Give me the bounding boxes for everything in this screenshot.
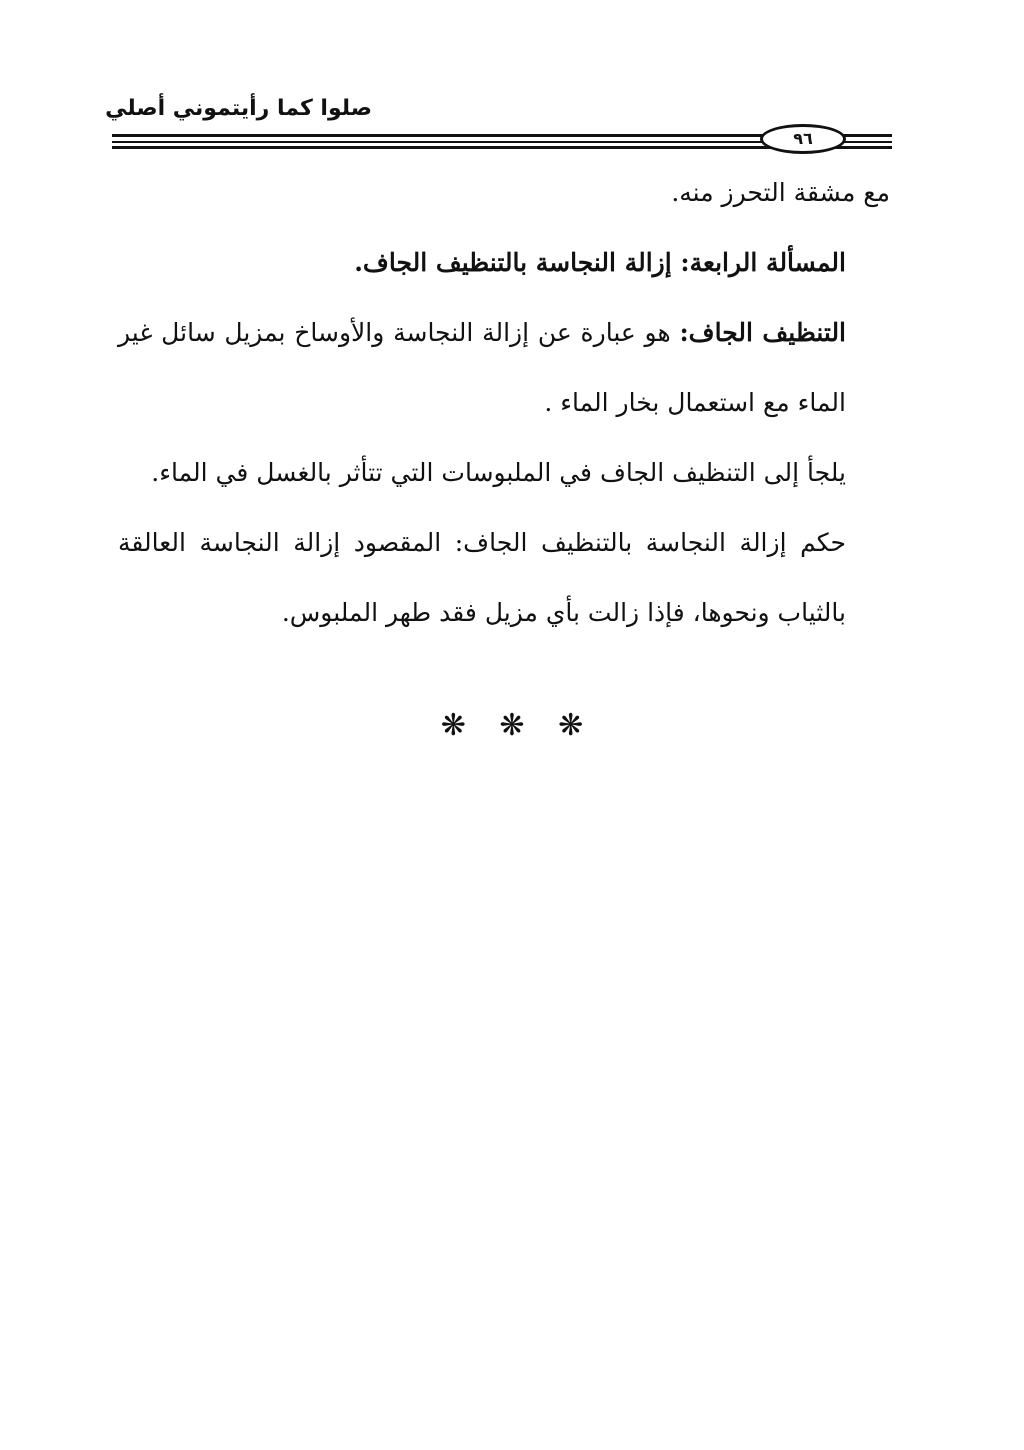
asterisk-flower-icon: ❋ (440, 708, 466, 743)
asterisk-flower-icon: ❋ (558, 708, 584, 743)
paragraph-ruling: حكم إزالة النجاسة بالتنظيف الجاف: المقصود إزالة النجاسة العالقة بالثياب ونحوها، فإذا زالت بأي مزيل فقد طهر الملبوس. (118, 528, 846, 627)
section-end-ornaments (0, 708, 1024, 743)
paragraph-usage: يلجأ إلى التنظيف الجاف في الملبوسات التي تتأثر بالغسل في الماء. (151, 458, 846, 487)
page-number: ٩٦ (793, 129, 813, 148)
body-text (118, 158, 890, 648)
paragraph-1: مع مشقة التحرز منه. (671, 178, 890, 207)
definition-text: هو عبارة عن إزالة النجاسة والأوساخ بمزيل سائل غير الماء مع استعمال بخار الماء . (118, 318, 846, 417)
definition-term: التنظيف الجاف: (679, 318, 847, 347)
section-heading: المسألة الرابعة: إزالة النجاسة بالتنظيف الجاف. (354, 248, 846, 277)
running-title: صلوا كما رأيتموني أصلي (105, 96, 372, 121)
paragraph-definition (118, 298, 890, 438)
asterisk-flower-icon: ❋ (499, 708, 525, 743)
